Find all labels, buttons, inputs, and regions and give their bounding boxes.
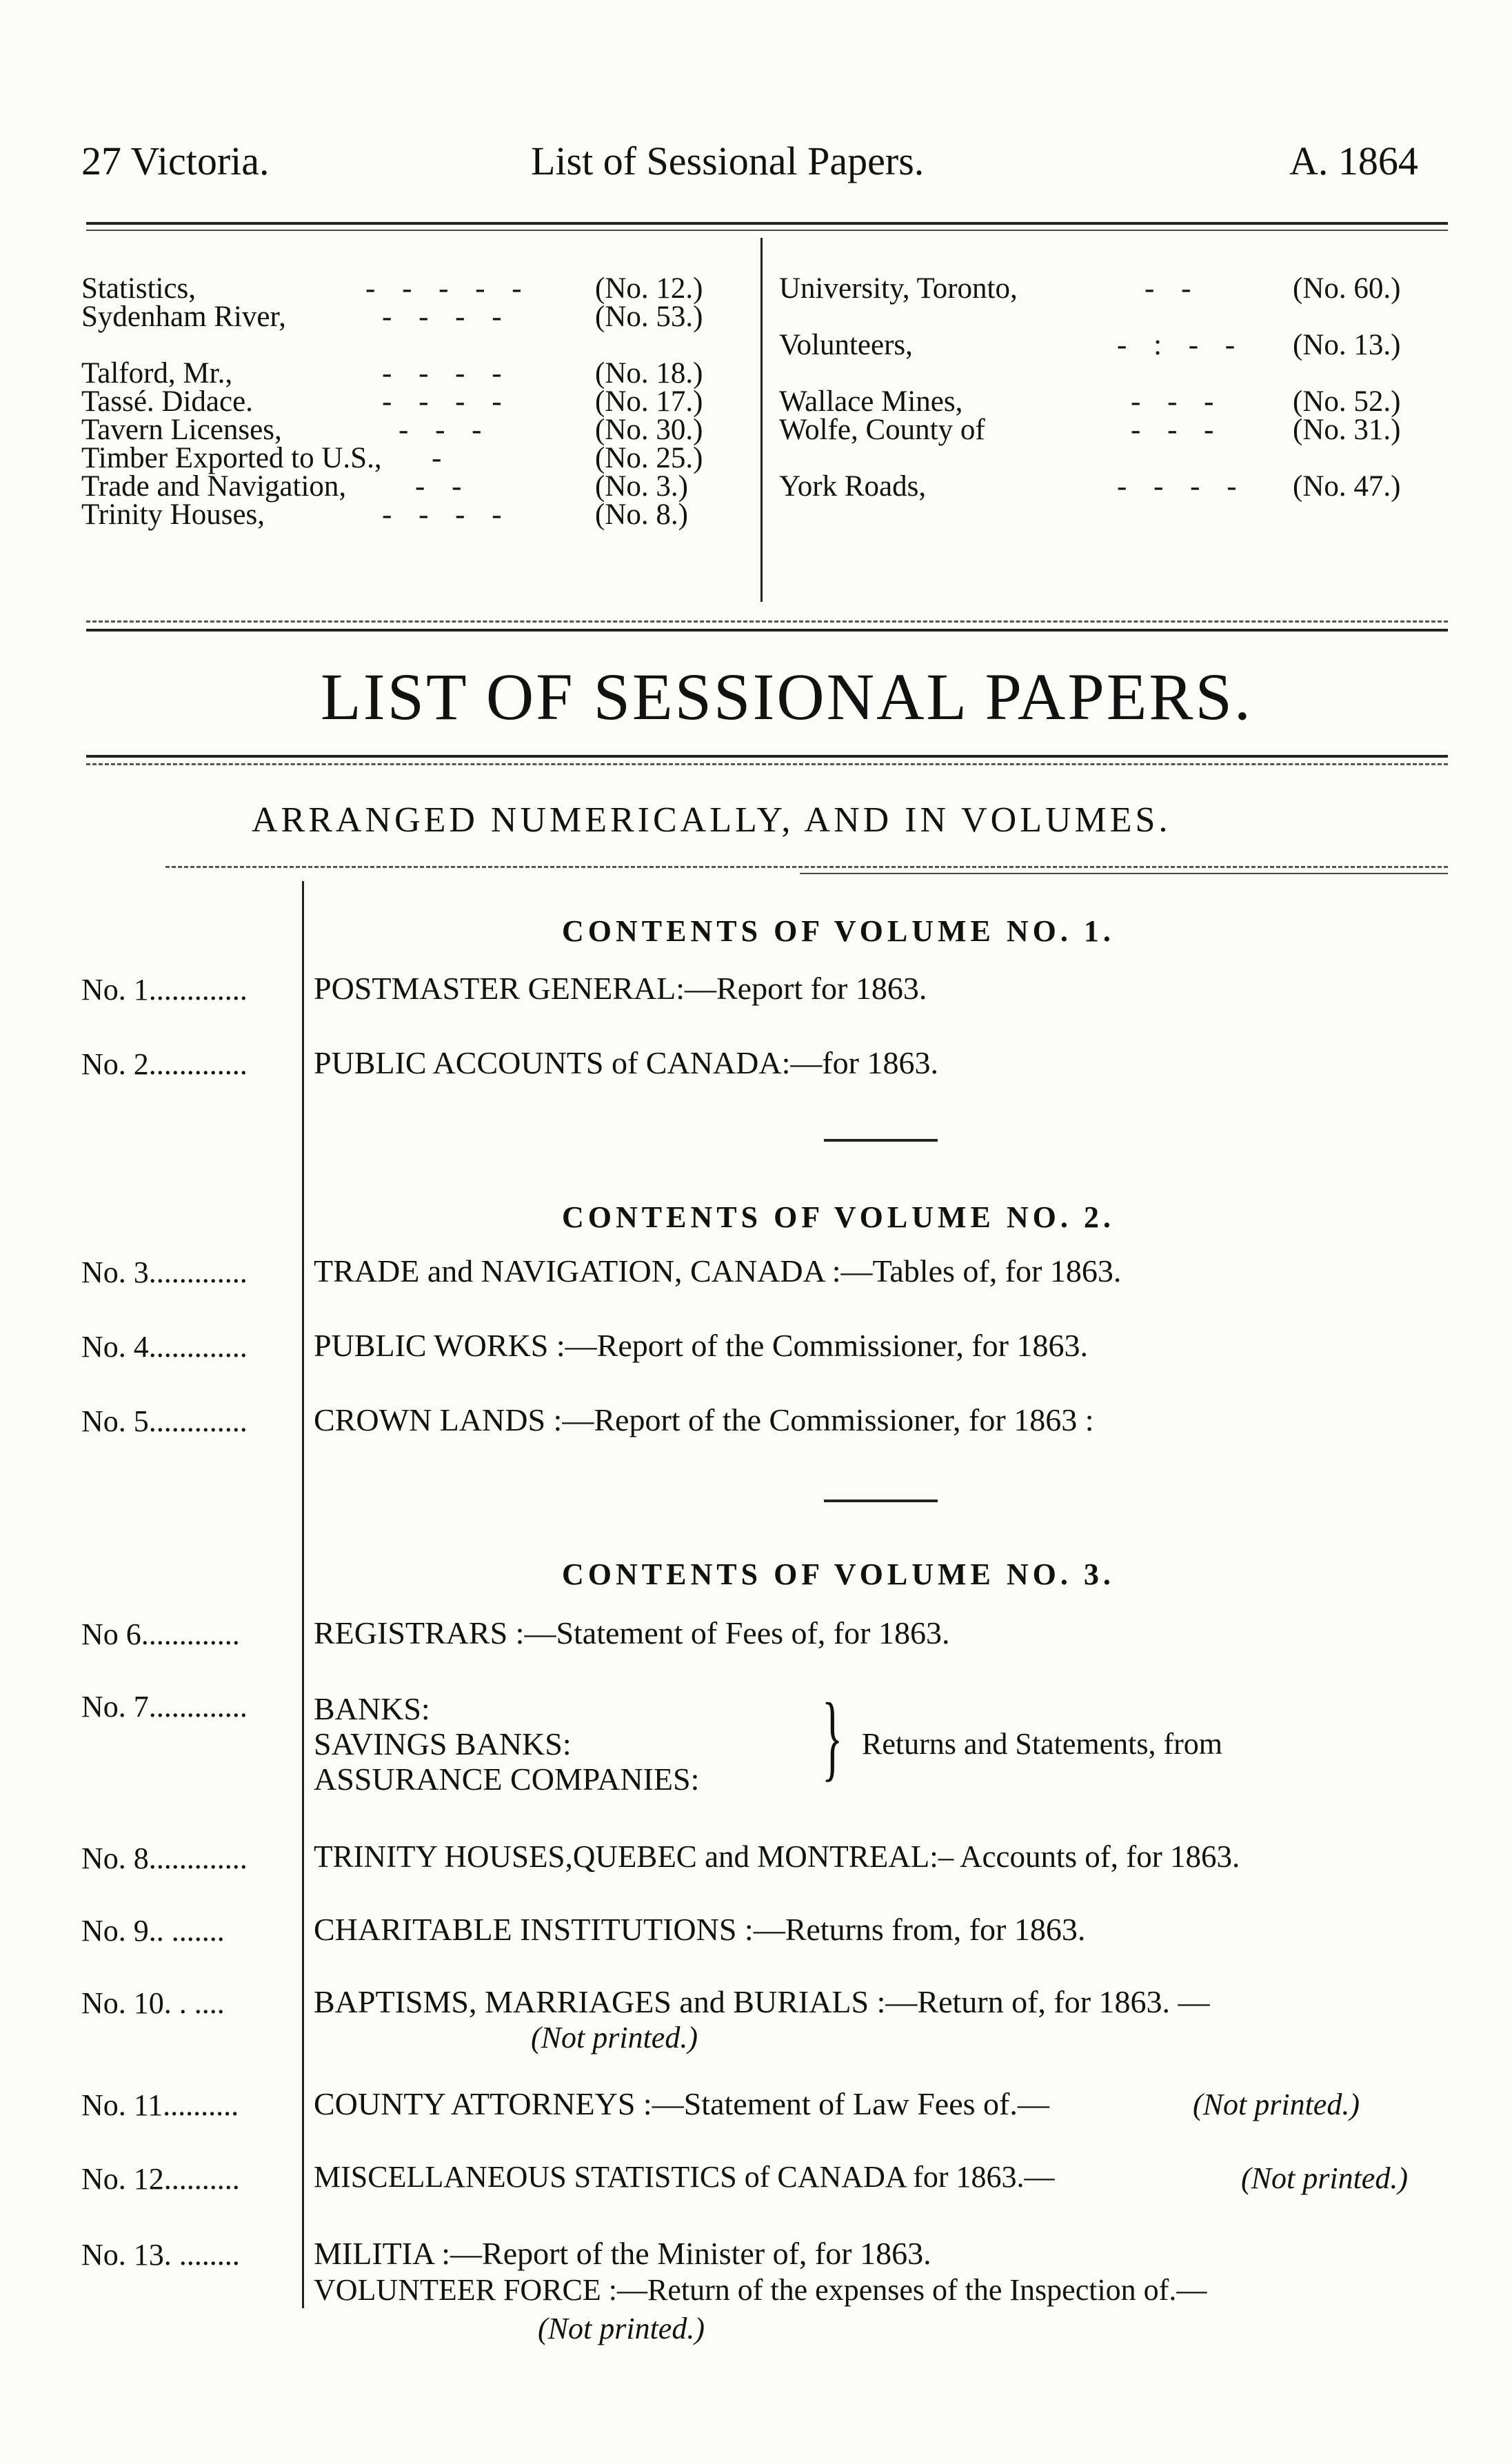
entry-text-line: ASSURANCE COMPANIES: [314,1761,700,1797]
entry-number: No. 12.......... [81,2162,240,2196]
index-row [779,331,1455,359]
entry-number: No. 1............. [81,973,248,1007]
entry-number: No. 5............. [81,1404,248,1438]
brace-icon: } [822,1684,843,1790]
index-row [81,331,757,359]
entry-text: POSTMASTER GENERAL:—Report for 1863. [314,971,927,1006]
index-bottom-rule [86,620,1448,623]
index-entry-number: (No. 25.) [595,442,703,474]
index-row [779,416,1455,444]
entry-number: No. 11.......... [81,2088,239,2122]
entry-text: TRADE and NAVIGATION, CANADA :—Tables of, for 1863. [314,1253,1122,1289]
index-row [81,498,757,531]
index-row [81,303,757,331]
index-row [779,303,1455,331]
entry-text-line: SAVINGS BANKS: [314,1726,572,1761]
index-entry-number: (No. 52.) [1293,385,1401,418]
entry-text: BAPTISMS, MARRIAGES and BURIALS :—Return of, for 1863. — [314,1984,1210,2019]
index-leader-dots: - - - - [382,498,512,531]
entry-note: (Not printed.) [1241,2161,1408,2195]
index-bottom-rule-solid [86,629,1448,632]
index-row [81,416,757,444]
index-leader-dots: - : - - [1117,329,1245,361]
index-entry-number: (No. 47.) [1293,470,1401,503]
header-rule [86,222,1448,225]
index-leader-dots: - - - - [1117,470,1247,503]
entry-number: No. 4............. [81,1330,248,1364]
index-row [81,444,757,472]
index-entry-number: (No. 13.) [1293,329,1401,361]
index-row [779,472,1455,501]
index-leader-dots: - - - [1131,414,1224,446]
volume-1-heading: CONTENTS OF VOLUME NO. 1. [562,914,1115,948]
index-leader-dots: - - - - [382,301,512,333]
index-row [81,472,757,501]
index-left-column [81,274,757,529]
entry-text-line: BANKS: [314,1691,430,1726]
index-row [81,357,757,390]
running-head-right: A. 1864 [1289,139,1418,183]
entry-text: CROWN LANDS :—Report of the Commissioner, for 1863 : [314,1402,1094,1437]
entry-number: No. 10. . .... [81,1986,225,2020]
entry-text: PUBLIC WORKS :—Report of the Commissioner, for 1863. [314,1328,1089,1363]
page-title: LIST OF SESSIONAL PAPERS. [321,660,1253,734]
index-column-divider [760,238,763,602]
index-leader-dots: - - - - - [365,272,532,305]
index-entry-name: Timber Exported to U.S., [81,442,382,474]
entry-text: VOLUNTEER FORCE :—Return of the expenses of the Inspection of.— [314,2273,1207,2307]
entry-number: No. 7............. [81,1690,248,1724]
index-entry-number: (No. 31.) [1293,414,1401,446]
index-entry-number: (No. 3.) [595,470,688,503]
index-leader-dots: - - [415,470,472,503]
volume-3-heading: CONTENTS OF VOLUME NO. 3. [562,1557,1115,1591]
entry-text: MILITIA :—Report of the Minister of, for 1863. [314,2236,931,2271]
index-entry-name: York Roads, [779,470,927,503]
entry-number: No. 8............. [81,1841,248,1875]
running-head-center: List of Sessional Papers. [531,139,925,183]
index-entry-name: Trade and Navigation, [81,470,347,503]
entry-text: MISCELLANEOUS STATISTICS of CANADA for 1863.— [314,2160,1055,2194]
index-entry-number: (No. 30.) [595,414,703,446]
index-row [779,501,1455,529]
index-entry-name: Sydenham River, [81,301,286,333]
index-row [779,387,1455,416]
entry-note: (Not printed.) [538,2312,705,2345]
entry-note: (Not printed.) [1193,2088,1360,2121]
entry-number: No. 9.. ....... [81,1914,225,1948]
index-entry-name: Volunteers, [779,329,913,361]
index-leader-dots: - [432,442,452,474]
volume-separator [824,1139,938,1142]
index-right-column [779,274,1455,529]
header-rule-thin [86,230,1448,231]
index-entry-name: Tassé. Didace. [81,385,253,418]
subtitle-rule [165,866,1448,868]
index-entry-number: (No. 8.) [595,498,688,531]
volume-2-heading: CONTENTS OF VOLUME NO. 2. [562,1200,1115,1234]
entry-text: REGISTRARS :—Statement of Fees of, for 1863. [314,1615,950,1650]
index-entry-number: (No. 53.) [595,301,703,333]
title-rule-dash [86,763,1448,765]
title-rule [86,755,1448,758]
entry-number: No. 3............. [81,1255,248,1289]
index-entry-number: (No. 18.) [595,357,703,390]
running-head-left: 27 Victoria. [81,139,270,183]
contents-column-divider [302,881,304,2308]
index-row [779,359,1455,387]
index-leader-dots: - - [1145,272,1201,305]
index-entry-number: (No. 12.) [595,272,703,305]
index-entry-name: Tavern Licenses, [81,414,282,446]
entry-text: TRINITY HOUSES,QUEBEC and MONTREAL:– Accounts of, for 1863. [314,1839,1240,1874]
index-entry-name: University, Toronto, [779,272,1018,305]
index-row [779,444,1455,472]
index-entry-name: Talford, Mr., [81,357,233,390]
index-leader-dots: - - - [1131,385,1224,418]
subtitle-rule-thin [800,873,1448,874]
volume-separator [824,1499,938,1502]
index-leader-dots: - - - [399,414,492,446]
index-entry-name: Trinity Houses, [81,498,265,531]
index-entry-number: (No. 60.) [1293,272,1401,305]
entry-bracket-text: Returns and Statements, from [862,1727,1223,1761]
entry-note: (Not printed.) [531,2021,698,2054]
index-row [81,387,757,416]
entry-number: No. 13. ........ [81,2238,240,2272]
index-entry-name: Statistics, [81,272,196,305]
index-leader-dots: - - - - [382,385,512,418]
entry-number: No. 2............. [81,1047,248,1081]
index-leader-dots: - - - - [382,357,512,390]
index-row [779,274,1455,303]
index-entry-name: Wallace Mines, [779,385,963,418]
entry-text: CHARITABLE INSTITUTIONS :—Returns from, for 1863. [314,1912,1086,1947]
entry-text: COUNTY ATTORNEYS :—Statement of Law Fees of.— [314,2086,1049,2121]
entry-number: No 6............. [81,1617,240,1651]
index-entry-name: Wolfe, County of [779,414,985,446]
index-row [81,274,757,303]
page-subtitle: ARRANGED NUMERICALLY, AND IN VOLUMES. [252,800,1171,840]
entry-text: PUBLIC ACCOUNTS of CANADA:—for 1863. [314,1045,938,1080]
index-entry-number: (No. 17.) [595,385,703,418]
